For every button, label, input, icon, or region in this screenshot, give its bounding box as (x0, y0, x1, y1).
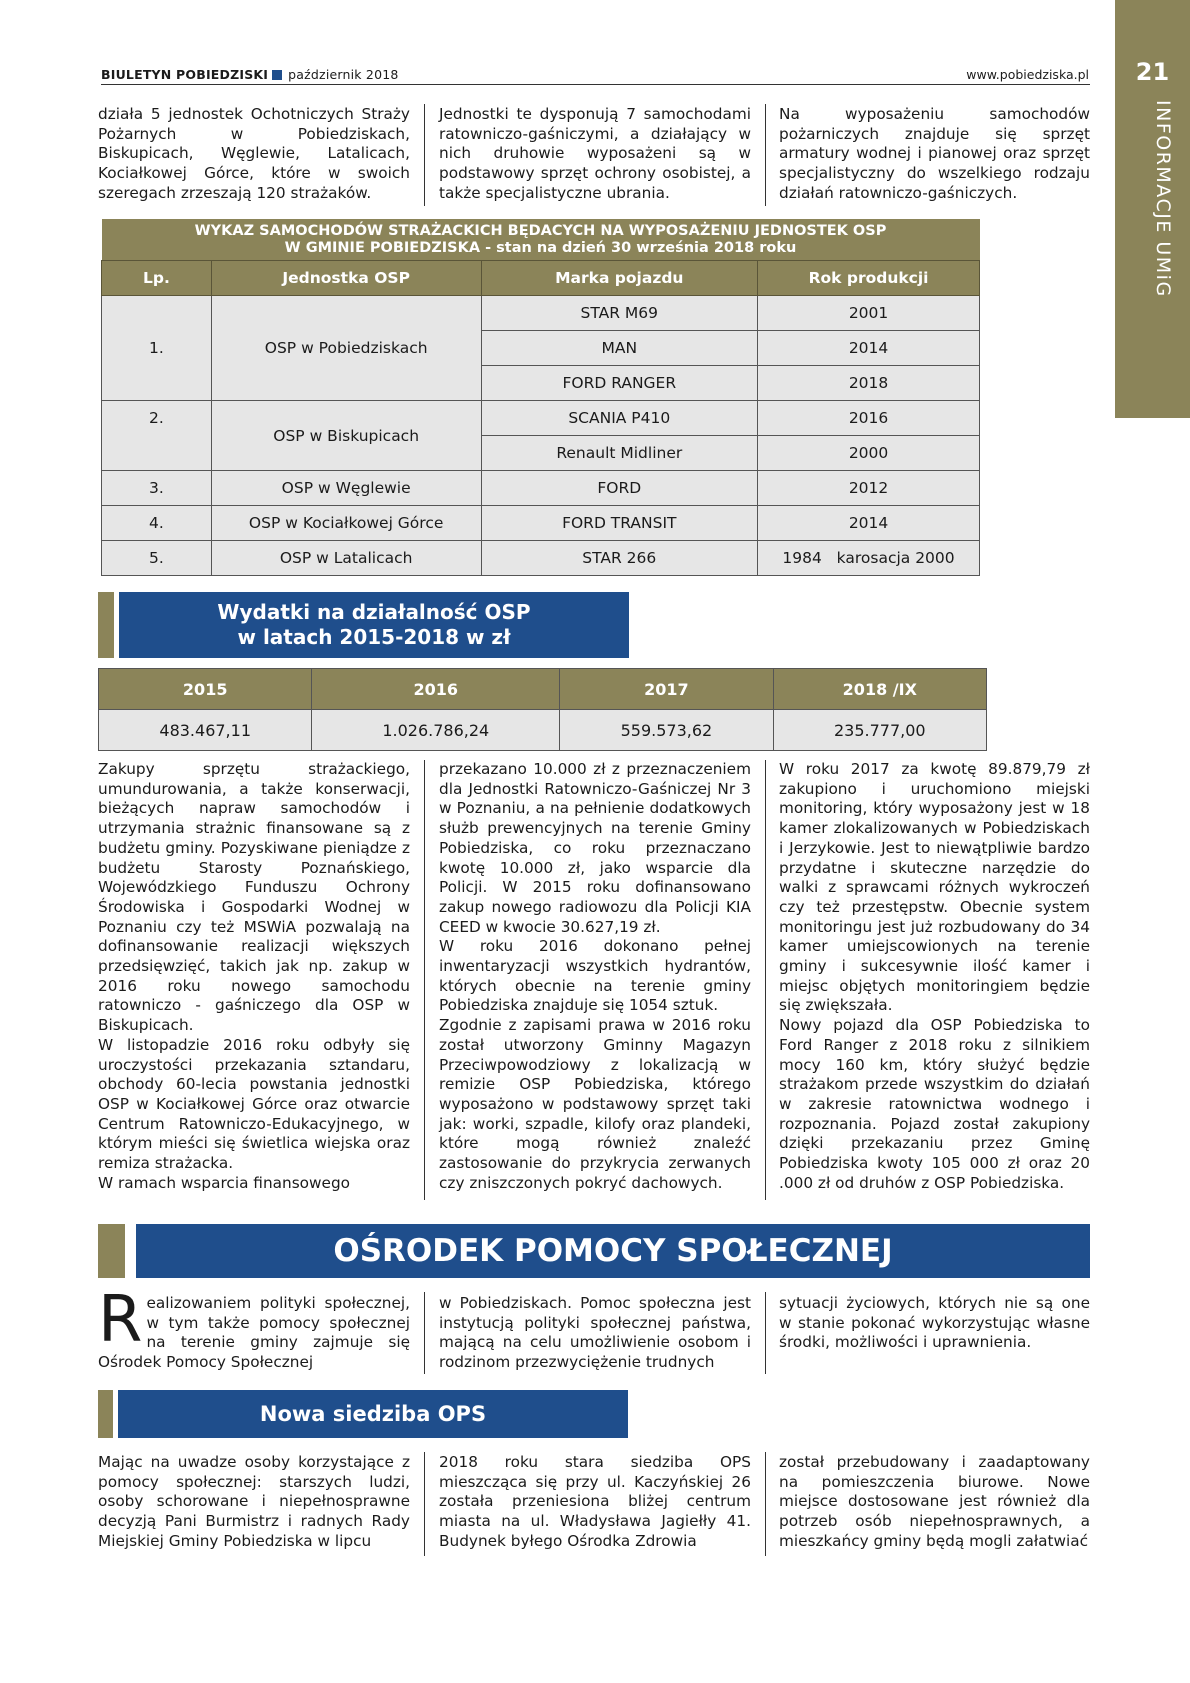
heading-line: w latach 2015-2018 w zł (237, 625, 511, 649)
caption-line: WYKAZ SAMOCHODÓW STRAŻACKICH BĘDACYCH NA WYPOSAŻENIU JEDNOSTEK OSP (194, 223, 887, 239)
column-divider (424, 1452, 425, 1556)
year-cell: 1984 karosacja 2000 (758, 541, 980, 576)
brand-cell: SCANIA P410 (481, 401, 758, 436)
new-seat-col-2: 2018 roku stara siedziba OPS mieszcząca się przy ul. Kaczyńskiej 26 została przeniesiona bliżej centrum miasta na ul. Władysława Jagiełły 41. Budynek byłego Ośrodka Zdrowia (439, 1453, 751, 1550)
column-divider (765, 1292, 766, 1374)
expenses-table (98, 668, 987, 751)
lp-cell: 4. (102, 506, 212, 541)
paragraph: Nowy pojazd dla OSP Pobiedziska to Ford Ranger z 2018 roku z silnikiem mocy 160 km, który służyć będzie strażakom przede wszystkim do działań w zakresie ratownictwa wodnego i rozpoznania. Pojazd został zakupiony dzięki przekazaniu przez Gminę Pobiedziska kwoty 105 000 zł oraz 20 .000 zł od druhów z OSP Pobiedziska. (779, 1016, 1090, 1192)
table-row (99, 710, 987, 751)
column-divider (765, 760, 766, 1200)
new-seat-col-3: został przebudowany i zaadaptowany na pomieszczenia biurowe. Nowe miejsce dostosowane jest również dla potrzeb osób niepełnosprawnych, a mieszkańcy gminy będą mogli załatwiać (779, 1453, 1090, 1550)
brand-cell: MAN (481, 331, 758, 366)
running-header (101, 67, 399, 82)
issue-date: październik 2018 (288, 67, 399, 82)
new-seat-col-1: Mając na uwadze osoby korzystające z pomocy społecznej: starszych ludzi, osoby schorowane i niepełnosprawne decyzją Pani Burmistrz i radnych Rady Miejskiej Gminy Pobiedziska w lipcu (98, 1453, 410, 1550)
year-header: 2017 (560, 669, 773, 710)
amount-cell: 559.573,62 (560, 710, 773, 751)
square-bullet-icon (272, 70, 282, 80)
article-col-2 (439, 760, 751, 1193)
table-row (102, 506, 980, 541)
year-cell: 2000 (758, 436, 980, 471)
unit-cell: OSP w Pobiedziskach (211, 296, 481, 401)
lp-cell: 3. (102, 471, 212, 506)
brand-cell: FORD RANGER (481, 366, 758, 401)
year-header: 2015 (99, 669, 312, 710)
year-header: 2018 /IX (773, 669, 986, 710)
year-header: 2016 (312, 669, 560, 710)
drop-cap: R (98, 1283, 143, 1357)
heading-accent-bar (98, 1224, 125, 1278)
brand-cell: Renault Midliner (481, 436, 758, 471)
page-number: 21 (1135, 58, 1170, 86)
new-seat-title: Nowa siedziba OPS (118, 1390, 628, 1438)
publication-title: BIULETYN POBIEDZISKI (101, 67, 269, 82)
intro-col-3: Na wyposażeniu samochodów pożarniczych znajduje się sprzęt armatury wodnej i pianowej oraz sprzęt specjalistyczny do wszelkiego rodzaju działań ratowniczo-gaśniczych. (779, 105, 1090, 202)
year-cell: 2001 (758, 296, 980, 331)
unit-cell: OSP w Biskupicach (211, 401, 481, 471)
paragraph: Zakupy sprzętu strażackiego, umundurowania, a także konserwacji, bieżących napraw samochodów i utrzymania strażnic finansowane są z budżetu gminy. Pozyskiwane pieniądze z budżetu Starosty Poznańskiego, Wojewódzkiego Funduszu Ochrony Środowiska i Gospodarki Wodnej w Poznaniu czy też MSWiA pozwalają na dofinansowanie realizacji większych przedsięwzięć, takich jak np. zakup w 2016 roku nowego samochodu ratowniczo - gaśniczego dla OSP w Biskupicach. (98, 760, 410, 1035)
paragraph: W roku 2017 za kwotę 89.879,79 zł zakupiono i uruchomiono miejski monitoring, który wyposażony jest w 18 kamer zlokalizowanych w Pobiedziskach i Jerzykowie. Jest to niewątpliwie bardzo przydatne i skuteczne narzędzie do walki z sprawcami różnych wykroczeń czy też przestępstw. Obecnie system monitoringu jest już rozbudowany do 34 kamer umiejscowionych na terenie gminy i sukcesywnie ilość kamer i miejsc objętych monitoringiem będzie się zwiększała. (779, 760, 1090, 1015)
year-cell: 2012 (758, 471, 980, 506)
year-cell: 2018 (758, 366, 980, 401)
brand-cell: STAR M69 (481, 296, 758, 331)
paragraph: Zgodnie z zapisami prawa w 2016 roku został utworzony Gminny Magazyn Przeciwpowodziowy z lokalizacją w remizie OSP Pobiedziska, którego wyposażono w podstawowy sprzęt taki jak: worki, szpadle, kilofy oraz plandeki, które mogą również znaleźć zastosowanie do przykrycia zerwanych czy zniszczonych pokryć dachowych. (439, 1016, 751, 1192)
amount-cell: 1.026.786,24 (312, 710, 560, 751)
lp-cell: 2. (102, 401, 212, 471)
unit-cell: OSP w Latalicach (211, 541, 481, 576)
ops-col-3: sytuacji życiowych, których nie są one w stanie pokonać wykorzystując własne środki, możliwości i uprawnienia. (779, 1294, 1090, 1352)
year-cell: 2016 (758, 401, 980, 436)
ops-col-1 (98, 1283, 410, 1373)
column-header: Rok produkcji (758, 261, 980, 296)
ops-section-title: OŚRODEK POMOCY SPOŁECZNEJ (136, 1224, 1090, 1278)
vehicles-table (101, 219, 980, 576)
lp-cell: 1. (102, 296, 212, 401)
year-cell: 2014 (758, 506, 980, 541)
article-col-1 (98, 760, 410, 1193)
table-row (102, 471, 980, 506)
expenses-heading (119, 592, 629, 658)
column-divider (424, 760, 425, 1200)
column-divider (765, 1452, 766, 1556)
column-header: Lp. (102, 261, 212, 296)
intro-col-1: działa 5 jednostek Ochotniczych Straży Pożarnych w Pobiedziskach, Biskupicach, Węglewie, Latalicach, Kociałkowej Górce, które w swoich szeregach zrzeszają 120 strażaków. (98, 105, 410, 202)
paragraph: W roku 2016 dokonano pełnej inwentaryzacji wszystkich hydrantów, których obecnie na terenie gminy Pobiedziska znajduje się 1054 sztuk. (439, 937, 751, 1015)
article-col-3 (779, 760, 1090, 1193)
heading-accent-bar (98, 592, 114, 658)
year-cell: 2014 (758, 331, 980, 366)
table-row (102, 541, 980, 576)
brand-cell: FORD TRANSIT (481, 506, 758, 541)
paragraph: ealizowaniem polityki społecznej, w tym także pomocy społecznej na terenie gminy zajmuje się Ośrodek Pomocy Społecznej (98, 1294, 410, 1372)
column-header: Jednostka OSP (211, 261, 481, 296)
column-divider (424, 104, 425, 206)
table-caption (102, 219, 980, 261)
paragraph: W listopadzie 2016 roku odbyły się uroczystości przekazania sztandaru, obchody 60-lecia powstania jednostki OSP w Kociałkowej Górce oraz otwarcie Centrum Ratowniczo-Edukacyjnego, w którym mieści się świetlica wiejska oraz remiza strażacka. (98, 1035, 410, 1173)
paragraph: przekazano 10.000 zł z przeznaczeniem dla Jednostki Ratowniczo-Gaśniczej Nr 3 w Poznaniu, a na pełnienie dodatkowych służb prewencyjnych na terenie Gminy Pobiedziska, co roku przeznaczano kwotę 10.000 zł, jako wsparcie dla Policji. W 2015 roku dofinansowano zakup nowego radiowozu dla Policji KIA CEED w kwocie 30.627,19 zł. (439, 760, 751, 936)
unit-cell: OSP w Węglewie (211, 471, 481, 506)
column-divider (424, 1292, 425, 1374)
heading-line: Wydatki na działalność OSP (217, 600, 531, 624)
amount-cell: 483.467,11 (99, 710, 312, 751)
ops-col-2: w Pobiedziskach. Pomoc społeczna jest instytucją polityki społecznej państwa, mającą na celu umożliwienie osobom i rodzinom przezwyciężenie trudnych (439, 1294, 751, 1372)
header-rule (101, 84, 1090, 85)
caption-line: W GMINIE POBIEDZISKA - stan na dzień 30 września 2018 roku (284, 240, 797, 256)
brand-cell: FORD (481, 471, 758, 506)
table-header-row (99, 669, 987, 710)
lp-cell: 5. (102, 541, 212, 576)
table-header-row (102, 261, 980, 296)
section-label: INFORMACJE UMiG (1152, 100, 1174, 298)
amount-cell: 235.777,00 (773, 710, 986, 751)
paragraph: W ramach wsparcia finansowego (98, 1173, 351, 1192)
intro-col-2: Jednostki te dysponują 7 samochodami ratowniczo-gaśniczymi, a działający w nich druhowie wyposażeni są w podstawowy sprzęt ochrony osobistej, a także specjalistyczne ubrania. (439, 105, 751, 202)
brand-cell: STAR 266 (481, 541, 758, 576)
heading-accent-bar (98, 1390, 113, 1438)
table-row (102, 296, 980, 331)
column-header: Marka pojazdu (481, 261, 758, 296)
column-divider (765, 104, 766, 206)
unit-cell: OSP w Kociałkowej Górce (211, 506, 481, 541)
website-url[interactable]: www.pobiedziska.pl (966, 67, 1089, 82)
table-row (102, 401, 980, 436)
